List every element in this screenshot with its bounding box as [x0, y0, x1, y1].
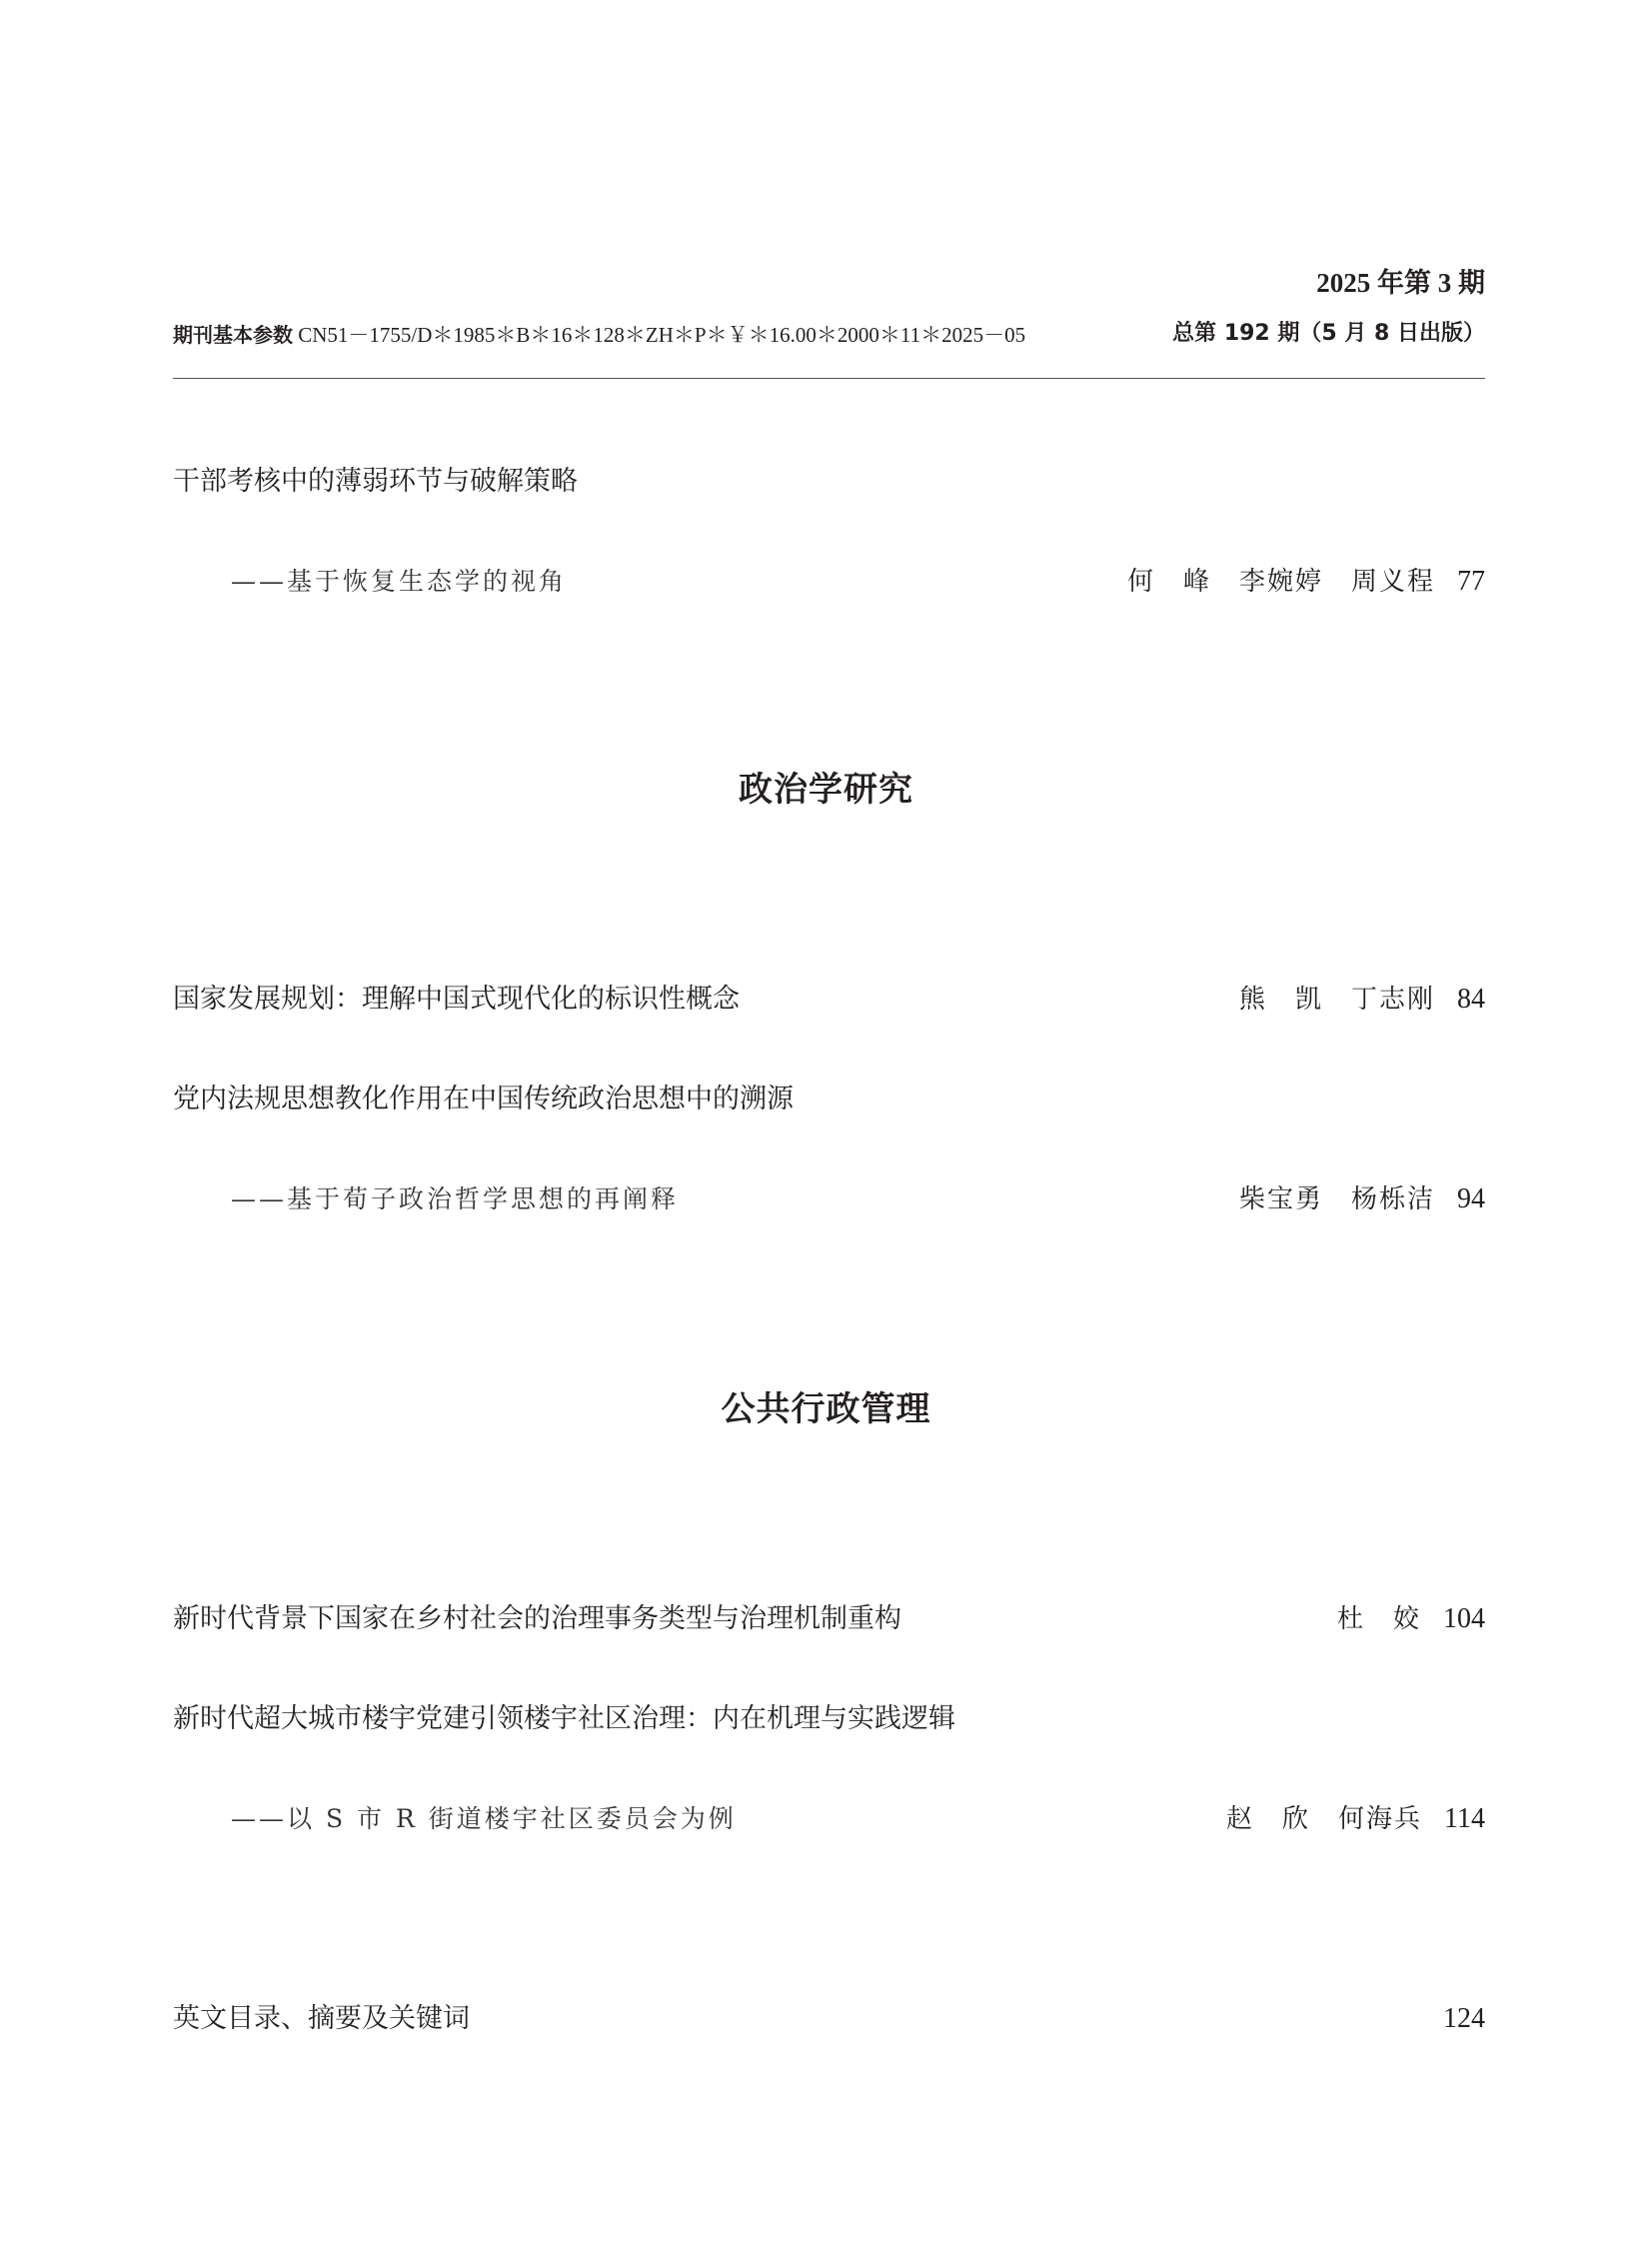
entry-page: 104	[1443, 1603, 1485, 1634]
entry-title: 英文目录、摘要及关键词	[173, 2003, 470, 2034]
journal-parameters	[173, 320, 1025, 350]
entry-authors: 柴宝勇 杨栎洁	[1238, 1184, 1435, 1214]
entry-authors: 赵 欣 何海兵	[1226, 1804, 1423, 1834]
toc-entry[interactable]	[173, 1179, 1485, 1219]
entry-title: 国家发展规划：理解中国式现代化的标识性概念	[173, 984, 740, 1015]
toc-entry[interactable]	[173, 1699, 1485, 1739]
total-issue: 总第 192 期（5 月 8 日出版）	[1172, 321, 1485, 346]
entry-subtitle: ——以 S 市 R 街道楼宇社区委员会为例	[231, 1804, 737, 1833]
entry-subtitle: ——基于恢复生态学的视角	[231, 567, 568, 596]
toc-entry[interactable]	[173, 1599, 1485, 1639]
section-heading: 公共行政管理	[721, 1389, 931, 1429]
toc-entry[interactable]	[173, 562, 1485, 602]
entry-page: 77	[1457, 566, 1485, 597]
params-value: CN51－1755/D＊1985＊B＊16＊128＊ZH＊P＊￥＊16.00＊2000＊11＊2025－05	[293, 323, 1026, 347]
toc-entry[interactable]	[173, 1080, 1485, 1120]
entry-authors: 熊 凯 丁志刚	[1238, 985, 1435, 1015]
entry-title: 党内法规思想教化作用在中国传统政治思想中的溯源	[173, 1084, 794, 1115]
entry-title: 干部考核中的薄弱环节与破解策略	[173, 466, 578, 497]
entry-page: 114	[1444, 1803, 1485, 1834]
entry-authors: 杜 姣	[1336, 1604, 1421, 1634]
header-divider	[173, 378, 1485, 379]
toc-entry[interactable]	[173, 462, 1485, 502]
issue-number: 2025 年第 3 期	[1316, 268, 1485, 298]
entry-page: 124	[1443, 2003, 1485, 2034]
entry-page: 84	[1457, 984, 1485, 1015]
section-heading: 政治学研究	[739, 770, 913, 810]
entry-authors: 何 峰 李婉婷 周义程	[1126, 567, 1435, 597]
entry-subtitle: ——基于荀子政治哲学思想的再阐释	[231, 1184, 680, 1213]
entry-page: 94	[1457, 1183, 1485, 1214]
toc-entry[interactable]	[173, 1799, 1485, 1839]
entry-title: 新时代背景下国家在乡村社会的治理事务类型与治理机制重构	[173, 1603, 901, 1634]
toc-entry[interactable]	[173, 980, 1485, 1020]
entry-title: 新时代超大城市楼宇党建引领楼宇社区治理：内在机理与实践逻辑	[173, 1703, 955, 1734]
params-label: 期刊基本参数	[173, 323, 293, 347]
toc-entry-appendix[interactable]	[173, 1999, 1485, 2039]
